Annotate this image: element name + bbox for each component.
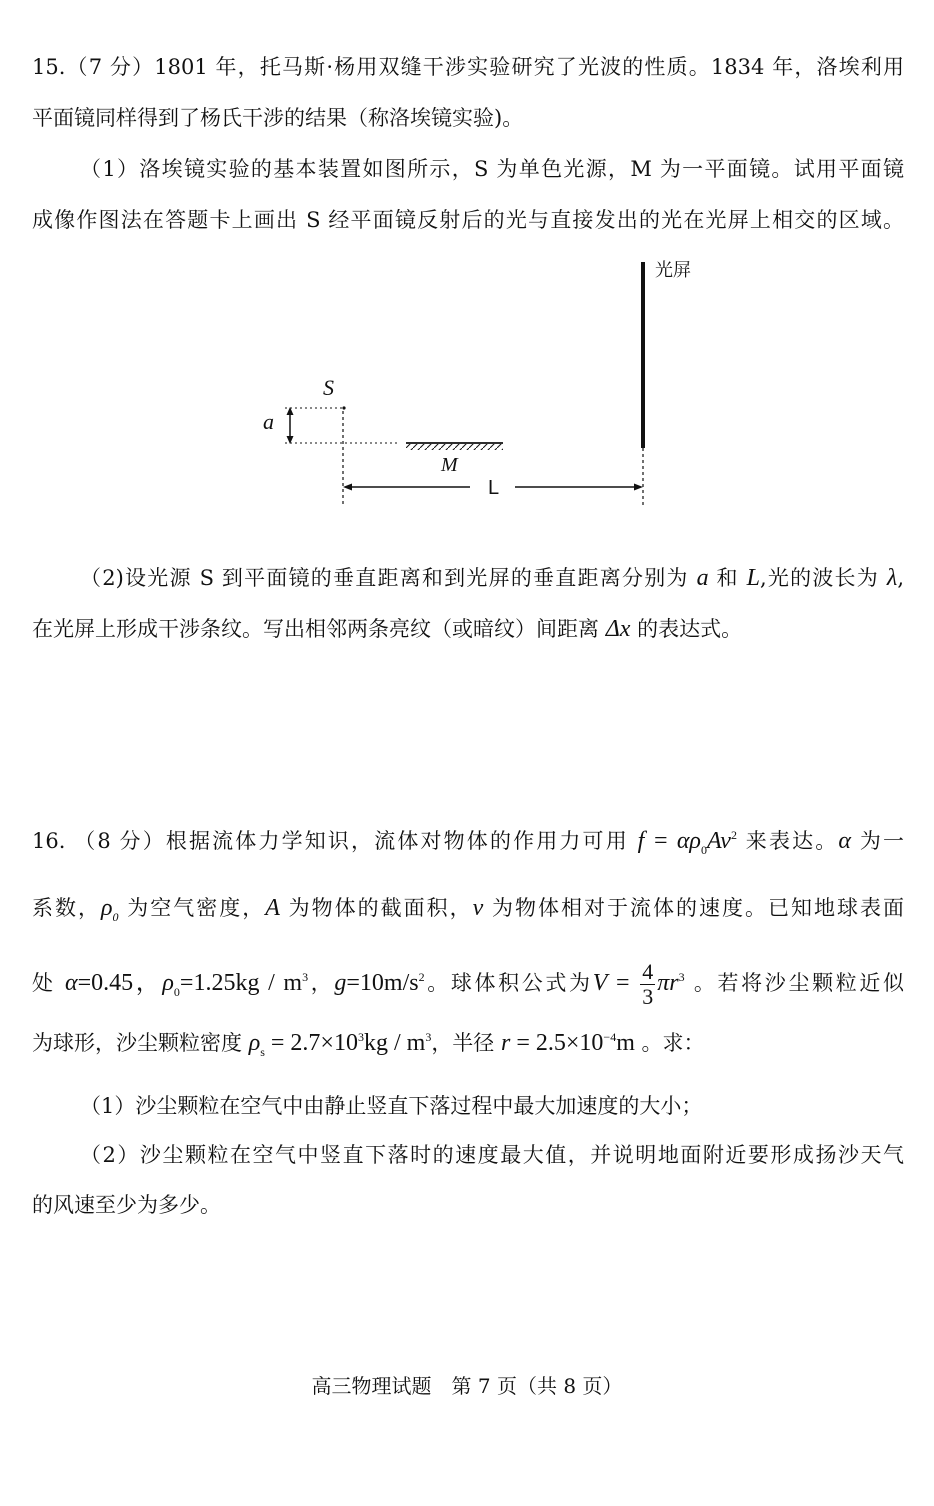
q15-part2-text-d: , (897, 566, 905, 590)
q16-l3-text-b: ， (308, 971, 335, 996)
q16-line-1 (32, 826, 904, 856)
var-alpha: α (838, 828, 852, 854)
var-A: A (265, 895, 280, 921)
g-value: $g=10m/s^2$ (334, 970, 425, 997)
formula-force: $f = \alpha\rho_0Av^2$ (637, 828, 737, 857)
q16-l2-text-d: 为物体相对于流体的速度。已知地球表面 (483, 896, 904, 920)
source-label: S (323, 375, 334, 400)
q16-line-3 (32, 960, 904, 1009)
q15-part2-text-c: ,光的波长为 (759, 566, 887, 590)
L-label: L (488, 477, 500, 499)
q16-l2-text-b: 为空气密度， (118, 896, 266, 920)
L-arrow-head-left (343, 484, 352, 491)
q16-l1-text-b: 来表达。 (736, 829, 839, 853)
q16-l1-text-a: 16. （8 分）根据流体力学知识，流体对物体的作用力可用 (32, 829, 638, 853)
q16-part2-line-2: 的风速至少为多少。 (32, 1193, 221, 1217)
q15-part1-line-1: （1）洛埃镜实验的基本装置如图所示，S 为单色光源，M 为一平面镜。试用平面镜 (80, 157, 904, 181)
page-footer: 高三物理试题 第 7 页（共 8 页） (311, 1374, 623, 1398)
screen-label: 光屏 (655, 260, 691, 281)
q16-l4-text-c: 。求： (634, 1031, 705, 1055)
rho0-value: $\rho_0=1.25kg / m^3$ (162, 970, 309, 999)
q15-part2-text-b: 和 (708, 566, 747, 590)
mirror-hatch (406, 444, 503, 450)
q15-part2-line-1 (80, 563, 904, 593)
L-arrow-head-right (634, 484, 643, 491)
q16-l1-text-c: 为一 (851, 829, 904, 853)
q15-part2-text-a: （2)设光源 S 到平面镜的垂直距离和到光屏的垂直距离分别为 (80, 566, 697, 590)
q16-line-2 (32, 893, 904, 923)
var-rho0: $\rho_0$ (101, 895, 119, 924)
q15-part2-line-2 (32, 614, 904, 644)
rho-s-value: $\rho_s = 2.7\times 10^3kg / m^3$ (248, 1030, 432, 1059)
q16-l3-text-a: 处 (32, 971, 65, 996)
q15-part2-line2-text-a: 在光屏上形成干涉条纹。写出相邻两条亮纹（或暗纹）间距离 (32, 617, 606, 641)
q16-line-4 (32, 1028, 904, 1058)
q16-part1: （1）沙尘颗粒在空气中由静止竖直下落过程中最大加速度的大小； (80, 1094, 703, 1118)
q16-l3-text-d: 。若将沙尘颗粒近似 (684, 971, 905, 996)
q16-part2-line-1: （2）沙尘颗粒在空气中竖直下落时的速度最大值，并说明地面附近要形成扬沙天气 (80, 1143, 904, 1167)
a-arrow-head-up (287, 407, 294, 415)
q15-line-1: 15.（7 分）1801 年，托马斯·杨用双缝干涉实验研究了光波的性质。1834 年，洛埃利用 (32, 55, 904, 79)
sphere-volume-formula: V = $\frac{4}{3}$ $\pi r^3$ (592, 959, 685, 1009)
var-L: L (746, 565, 760, 591)
q16-l4-text-b: ，半径 (431, 1031, 501, 1055)
var-v: v (472, 895, 484, 921)
var-a: a (696, 565, 709, 591)
var-delta-x: Δx (605, 616, 631, 642)
q15-part1-line-2: 成像作图法在答题卡上画出 S 经平面镜反射后的光与直接发出的光在光屏上相交的区域。 (32, 208, 904, 232)
q16-l4-text-a: 为球形，沙尘颗粒密度 (32, 1031, 249, 1055)
a-label: a (263, 409, 274, 434)
q16-l3-text-c: 。球体积公式为 (424, 971, 593, 996)
q16-l2-text-c: 为物体的截面积， (279, 896, 473, 920)
a-arrow-head-down (287, 436, 294, 444)
radius-value: $r = 2.5\times 10^{-4}m$ (501, 1030, 635, 1056)
q15-line-2: 平面镜同样得到了杨氏干涉的结果（称洛埃镜实验)。 (32, 106, 524, 130)
source-point (342, 406, 345, 409)
var-lambda: λ (886, 565, 898, 591)
alpha-value: α=0.45， (64, 970, 163, 997)
mirror-label: M (441, 454, 458, 476)
fraction-4-3: $\frac{4}{3}$ (642, 959, 654, 1009)
q15-part2-line2-text-b: 的表达式。 (630, 617, 743, 641)
q16-l2-text-a: 系数， (32, 896, 102, 920)
